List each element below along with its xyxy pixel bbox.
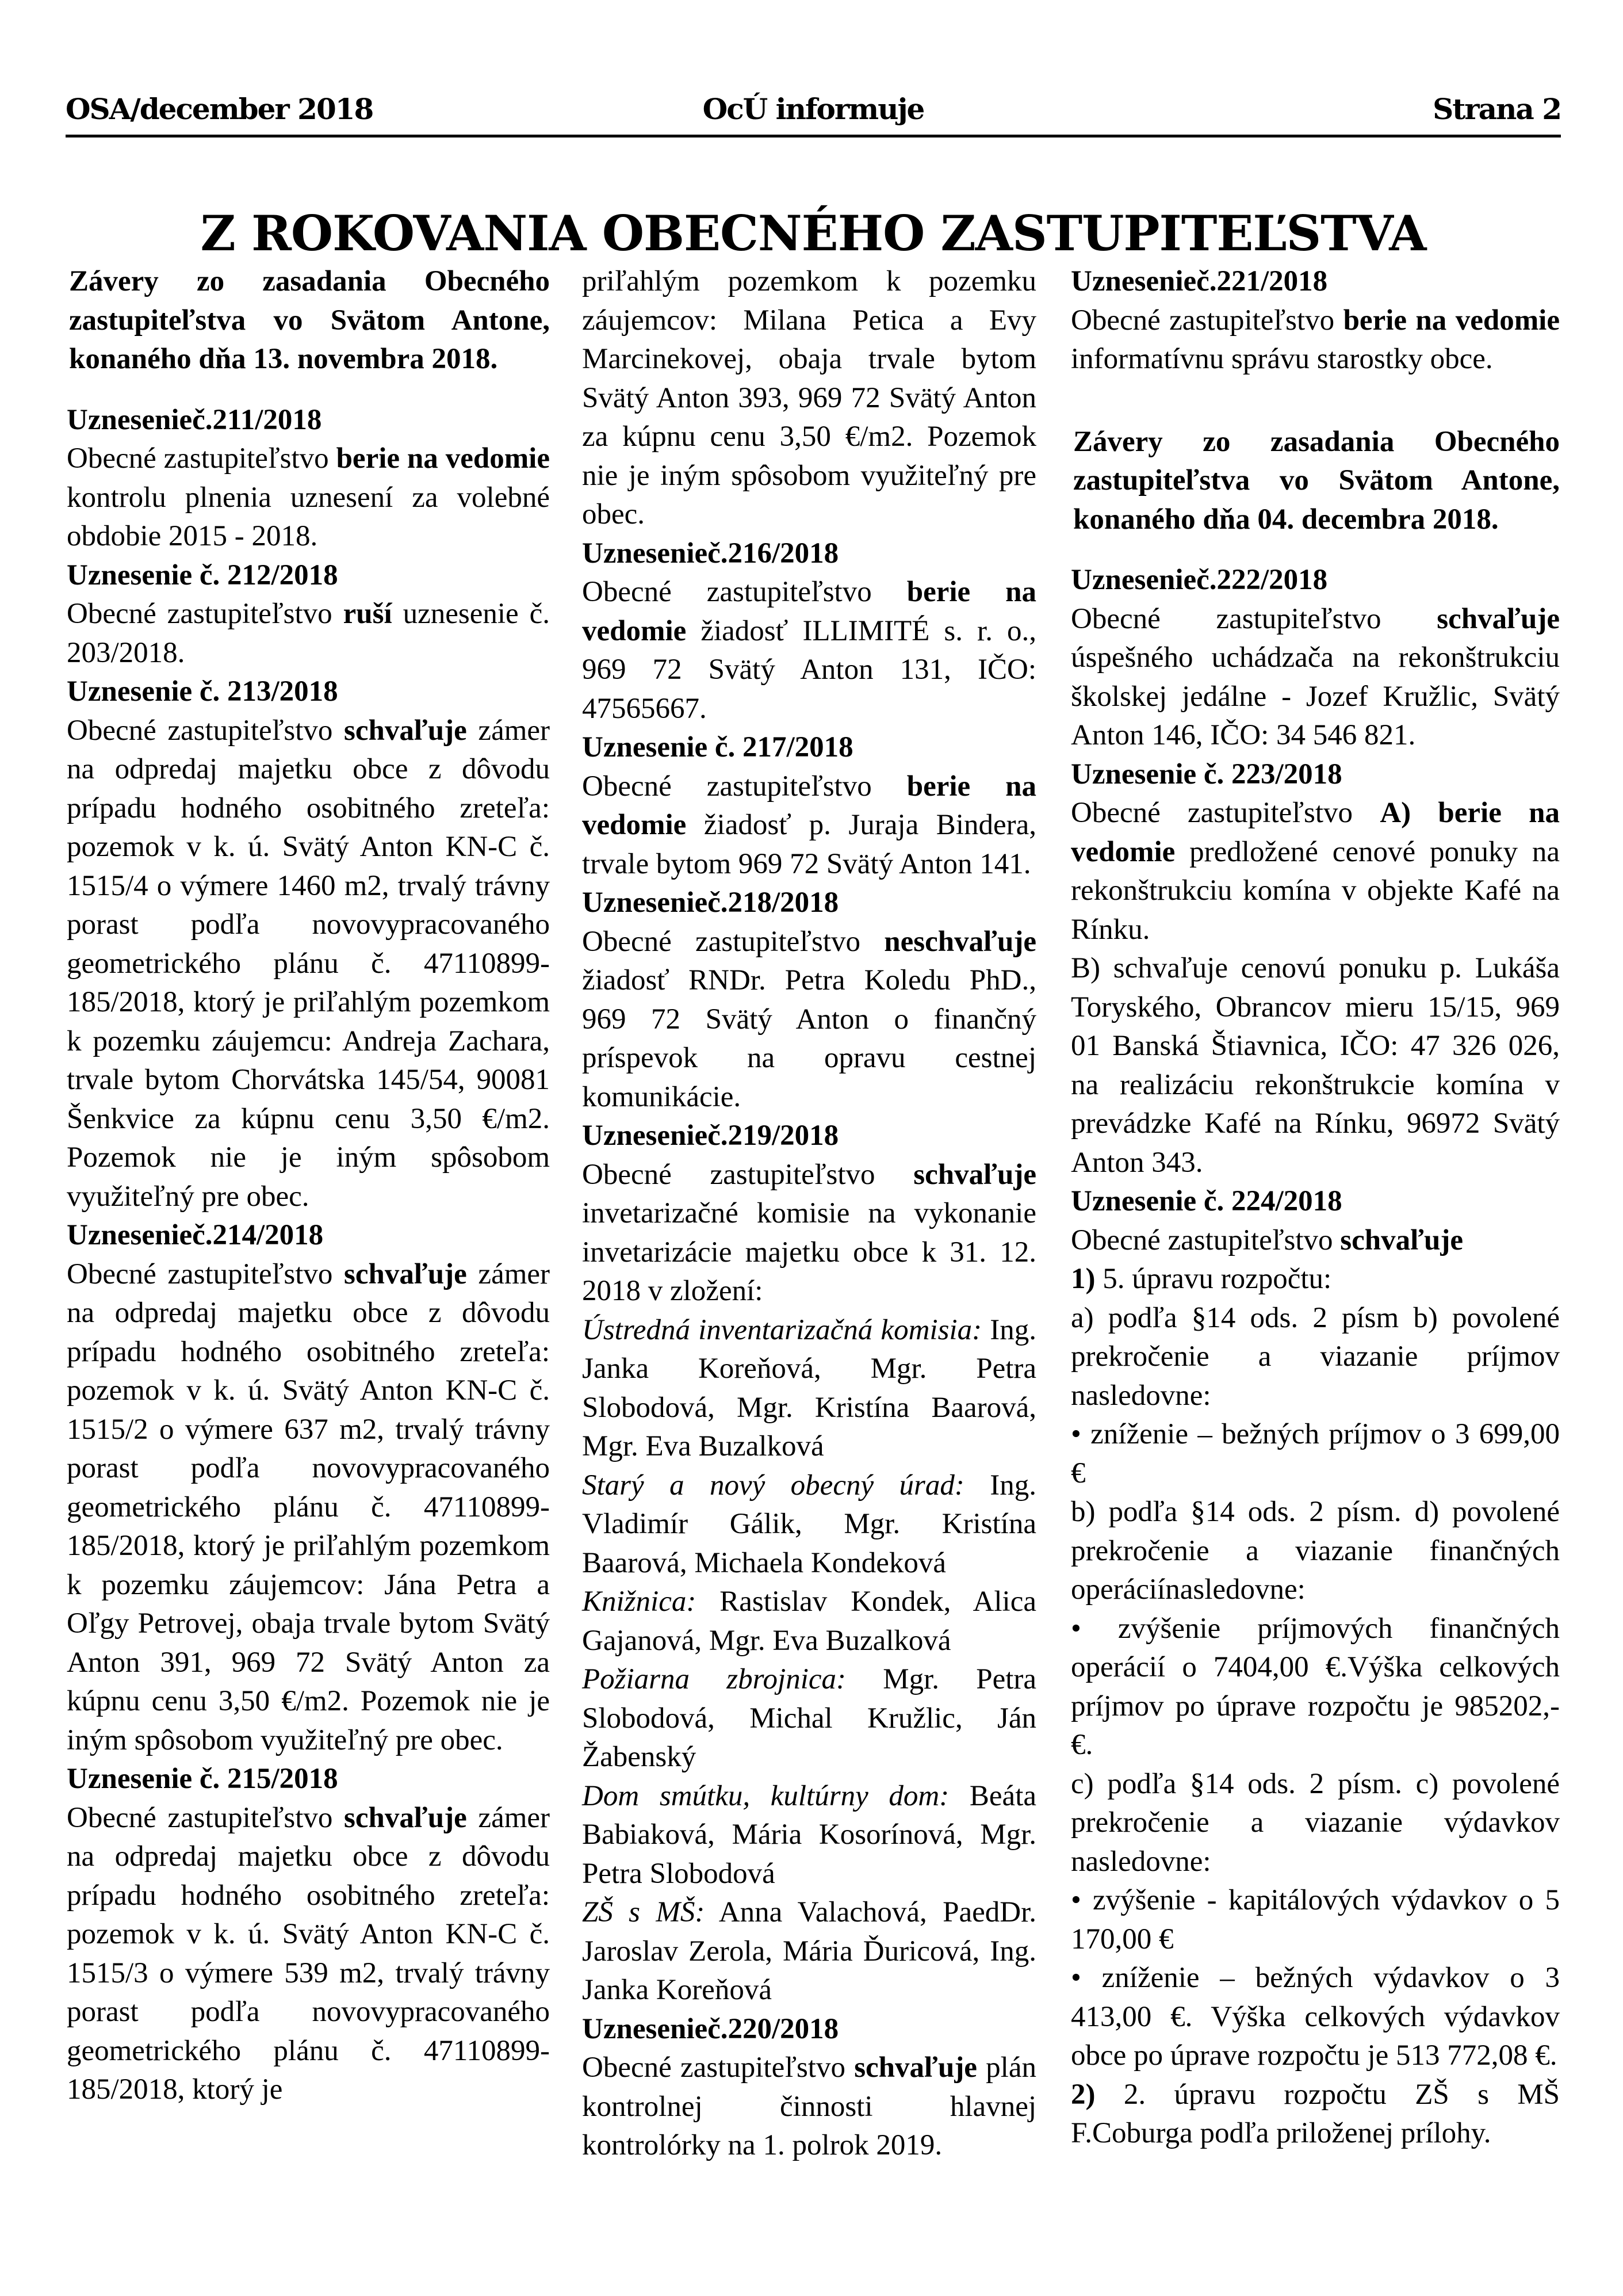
committee-name: Starý a nový obecný úrad: [582,1469,964,1502]
resolution-subject: Obecné zastupiteľstvo [582,925,885,958]
committee-members: Anna Valachová, PaedDr. Jaroslav Zerola, Mária Ďuricová, Ing. Janka Koreňová [582,1896,1036,2006]
budget-item-2 [1071,2076,1560,2153]
resolution-subject: Obecné zastupiteľstvo [67,598,343,630]
resolution-part-b: B) schvaľuje cenovú ponuku p. Lukáša Toryského, Obrancov mieru 15/15, 969 01 Banská Štiavnica, IČO: 47 326 026, na realizáciu rekonštrukcie komína v prevádzke Kafé na Rínku, 96972 Svätý Anton 343. [1071,952,1560,1179]
resolution-text [67,595,550,673]
page-title: Z ROKOVANIA OBECNÉHO ZASTUPITEĽSTVA [200,205,1426,262]
resolution-title: Uznesenieč.216/2018 [582,537,839,570]
resolution-verb: A) berie na vedomie [1071,797,1560,868]
resolution-verb: schvaľuje [1437,602,1560,635]
resolution-body: predložené cenové ponuky na rekonštrukciu komína v objekte Kafé na Rínku. [1071,835,1560,946]
committee-members: Ing. Vladimír Gálik, Mgr. Kristína Baarová, Michaela Kondeková [582,1469,1036,1579]
committee [582,1466,1036,1583]
resolution-title: Uznesenieč.220/2018 [582,2012,839,2045]
committee [582,1660,1036,1777]
resolution-222 [1071,561,1560,755]
resolution-verb: berie na vedomie [582,576,1036,647]
resolution-224 [1071,1182,1560,2153]
resolution-body: uznesenie č. 203/2018. [67,598,550,669]
resolution-body: kontrolu plnenia uznesení za volebné obdobie 2015 - 2018. [67,481,550,552]
resolution-title: Uznesenie č. 224/2018 [1071,1185,1342,1217]
resolution-215 [67,1760,550,2110]
resolution-verb: schvaľuje [344,1801,467,1834]
budget-bullet: • zníženie – bežných príjmov o 3 699,00 € [1071,1418,1560,1489]
column-3 [1071,262,1560,2153]
resolution-title: Uznesenie č. 213/2018 [67,675,338,708]
committee-members: Ing. Janka Koreňová, Mgr. Petra Slobodová, Mgr. Kristína Baarová, Mgr. Eva Buzalková [582,1313,1037,1462]
resolution-body: žiadosť p. Juraja Bindera, trvale bytom 969 72 Svätý Anton 141. [582,809,1036,880]
column-1 [67,262,550,2110]
budget-bullet: • zníženie – bežných výdavkov o 3 413,00 €. Výška celkových výdavkov obce po úprave rozpočtu je 513 772,08 €. [1071,1962,1560,2072]
committee [582,1311,1036,1466]
resolution-body: zámer na odpredaj majetku obce z dôvodu prípadu hodného osobitného zreteľa: pozemok v k. ú. Svätý Anton KN-C č. 1515/2 o výmere 637 m2, trvalý trávny porast podľa novovypracovaného geometrického plánu č. 47110899-185/2018, ktorý je priľahlým pozemkom k pozemku záujemcov: Jána Petra a Oľgy Petrovej, obaja trvale bytom Svätý Anton 391, 969 72 Svätý Anton za kúpnu cenu 3,50 €/m2. Pozemok nie je iným spôsobom využiteľný pre obec. [67,1258,550,1756]
resolution-title: Uznesenieč.222/2018 [1071,564,1328,596]
resolution-verb: schvaľuje [913,1158,1036,1191]
resolution-verb: schvaľuje [1340,1224,1463,1256]
resolution-subject: Obecné zastupiteľstvo [1071,797,1380,829]
resolution-subject: Obecné zastupiteľstvo [1071,304,1343,337]
committee [582,1583,1036,1660]
resolution-217 [582,728,1036,884]
resolution-title: Uznesenieč.221/2018 [1071,265,1328,297]
resolution-title: Uznesenie č. 217/2018 [582,731,853,763]
page-number: Strana 2 [1433,92,1561,126]
resolution-text [582,1156,1036,1311]
resolution-text [67,440,550,556]
resolution-body: zámer na odpredaj majetku obce z dôvodu prípadu hodného osobitného zreteľa: pozemok v k. ú. Svätý Anton KN-C č. 1515/3 o výmere 539 m2, trvalý trávny porast podľa novovypracovaného geometrického plánu č. 47110899-185/2018, ktorý je [67,1801,550,2106]
committee-name: Dom smútku, kultúrny dom: [582,1779,950,1812]
resolution-subject: Obecné zastupiteľstvo [582,576,907,608]
resolution-subject: Obecné zastupiteľstvo [67,442,336,475]
committee-name: Požiarna zbrojnica: [582,1663,846,1695]
budget-clause-a: a) podľa §14 ods. 2 písm b) povolené prekročenie a viazanie príjmov nasledovne: [1071,1301,1560,1412]
item-text: 5. úpravu rozpočtu: [1095,1263,1332,1295]
budget-bullet: • zvýšenie - kapitálových výdavkov o 5 170,00 € [1071,1884,1560,1955]
resolution-text [67,1799,550,2110]
resolution-text [67,712,550,1217]
section-name: OcÚ informuje [702,92,924,126]
resolution-verb: berie na vedomie [1343,304,1560,337]
resolution-subject: Obecné zastupiteľstvo [67,1801,344,1834]
meeting-heading-december: Závery zo zasadania Obecného zastupiteľstva vo Svätom Antone, konaného dňa 04. decembra 2018. [1073,425,1560,536]
resolution-body: informatívnu správu starostky obce. [1071,343,1493,375]
committee [582,1777,1036,1894]
item-number: 2) [1071,2078,1096,2111]
resolution-verb: berie na vedomie [336,442,550,475]
budget-clause-c: c) podľa §14 ods. 2 písm. c) povolené prekročenie a viazanie výdavkov nasledovne: [1071,1767,1560,1878]
resolution-verb: neschvaľuje [884,925,1036,958]
resolution-text [582,767,1036,884]
issue-date: OSA/december 2018 [66,92,373,126]
resolution-title: Uznesenie č. 212/2018 [67,559,338,591]
resolution-text [1071,301,1560,379]
resolution-211 [67,401,550,556]
resolution-text [1071,600,1560,755]
resolution-title: Uznesenieč.219/2018 [582,1120,839,1152]
resolution-body: žiadosť ILLIMITÉ s. r. o., 969 72 Svätý Anton 131, IČO: 47565667. [582,614,1036,725]
committee-members: Mgr. Petra Slobodová, Michal Kružlic, Ján Žabenský [582,1663,1036,1773]
resolution-verb: schvaľuje [344,714,467,747]
resolution-text [1071,794,1560,949]
resolution-body: zámer na odpredaj majetku obce z dôvodu prípadu hodného osobitného zreteľa: pozemok v k. ú. Svätý Anton KN-C č. 1515/4 o výmere 1460 m2, trvalý trávny porast podľa novovypracovaného geometrického plánu č. 47110899-185/2018, ktorý je priľahlým pozemkom k pozemku záujemcu: Andreja Zachara, trvale bytom Chorvátska 145/54, 90081 Šenkvice za kúpnu cenu 3,50 €/m2. Pozemok nie je iným spôsobom využiteľný pre obec. [67,714,550,1213]
resolution-212 [67,556,550,673]
resolution-verb: berie na vedomie [582,770,1036,841]
resolution-221 [1071,262,1560,379]
page-header [66,92,1561,127]
resolution-title: Uznesenieč.211/2018 [67,403,322,436]
budget-clause-b: b) podľa §14 ods. 2 písm. d) povolené prekročenie a viazanie finančných operáciínasledovne: [1071,1496,1560,1606]
resolution-text [582,2049,1036,2165]
resolution-title: Uznesenie č. 215/2018 [67,1763,338,1795]
resolution-216 [582,534,1036,729]
resolution-subject: Obecné zastupiteľstvo [1071,602,1437,635]
resolution-text [1071,1221,1560,1260]
resolution-body: žiadosť RNDr. Petra Koledu PhD., 969 72 Svätý Anton o finančný príspevok na opravu cestnej komunikácie. [582,964,1036,1113]
header-rule [66,135,1561,137]
committee-name: Ústredná inventarizačná komisia: [582,1313,982,1346]
resolution-214 [67,1216,550,1760]
resolution-title: Uznesenieč.218/2018 [582,887,839,919]
committee-name: Knižnica: [582,1586,696,1618]
spacer [1071,401,1560,423]
column-2 [582,262,1036,2165]
resolution-subject: Obecné zastupiteľstvo [582,2051,855,2084]
resolution-body: invetarizačné komisie na vykonanie invetarizácie majetku obce k 31. 12. 2018 v zložení: [582,1197,1036,1307]
resolution-subject: Obecné zastupiteľstvo [1071,1224,1341,1256]
resolution-220 [582,2010,1036,2165]
resolution-218 [582,884,1036,1117]
resolution-body: plán kontrolnej činnosti hlavnej kontrolórky na 1. polrok 2019. [582,2051,1036,2161]
resolution-subject: Obecné zastupiteľstvo [67,714,344,747]
resolution-body: úspešného uchádzača na rekonštrukciu školskej jedálne - Jozef Kružlic, Svätý Anton 146, IČO: 34 546 821. [1071,641,1560,751]
meeting-heading-november: Závery zo zasadania Obecného zastupiteľstva vo Svätom Antone, konaného dňa 13. novembra 2018. [69,265,550,375]
resolution-subject: Obecné zastupiteľstvo [582,1158,914,1191]
budget-item-1 [1071,1260,1560,1299]
resolution-subject: Obecné zastupiteľstvo [582,770,907,803]
committee-members: Rastislav Kondek, Alica Gajanová, Mgr. Eva Buzalková [582,1586,1036,1657]
resolution-223 [1071,755,1560,1183]
budget-bullet: • zvýšenie príjmových finančných operácií o 7404,00 €.Výška celkových príjmov po úprave rozpočtu je 985202,- €. [1071,1612,1560,1761]
committee-name: ZŠ s MŠ: [582,1896,705,1928]
committee-members: Beáta Babiaková, Mária Kosorínová, Mgr. Petra Slobodová [582,1779,1036,1890]
resolution-verb: ruší [343,598,392,630]
resolution-verb: schvaľuje [344,1258,467,1290]
resolution-213 [67,673,550,1216]
resolution-title: Uznesenie č. 223/2018 [1071,758,1342,790]
resolution-text [67,1255,550,1760]
resolution-title: Uznesenieč.214/2018 [67,1219,324,1251]
resolution-text [582,573,1036,728]
resolution-verb: schvaľuje [854,2051,977,2084]
resolution-215-continued: priľahlým pozemkom k pozemku záujemcov: Milana Petica a Evy Marcinekovej, obaja trvale bytom Svätý Anton 393, 969 72 Svätý Anton za kúpnu cenu 3,50 €/m2. Pozemok nie je iným spôsobom využiteľný pre obec. [582,265,1036,530]
resolution-219 [582,1117,1036,2010]
resolution-subject: Obecné zastupiteľstvo [67,1258,344,1290]
spacer [1071,379,1560,401]
item-number: 1) [1071,1263,1096,1295]
committee [582,1893,1036,2010]
item-text: 2. úpravu rozpočtu ZŠ s MŠ F.Coburga podľa priloženej prílohy. [1071,2078,1560,2149]
resolution-text [582,923,1036,1117]
